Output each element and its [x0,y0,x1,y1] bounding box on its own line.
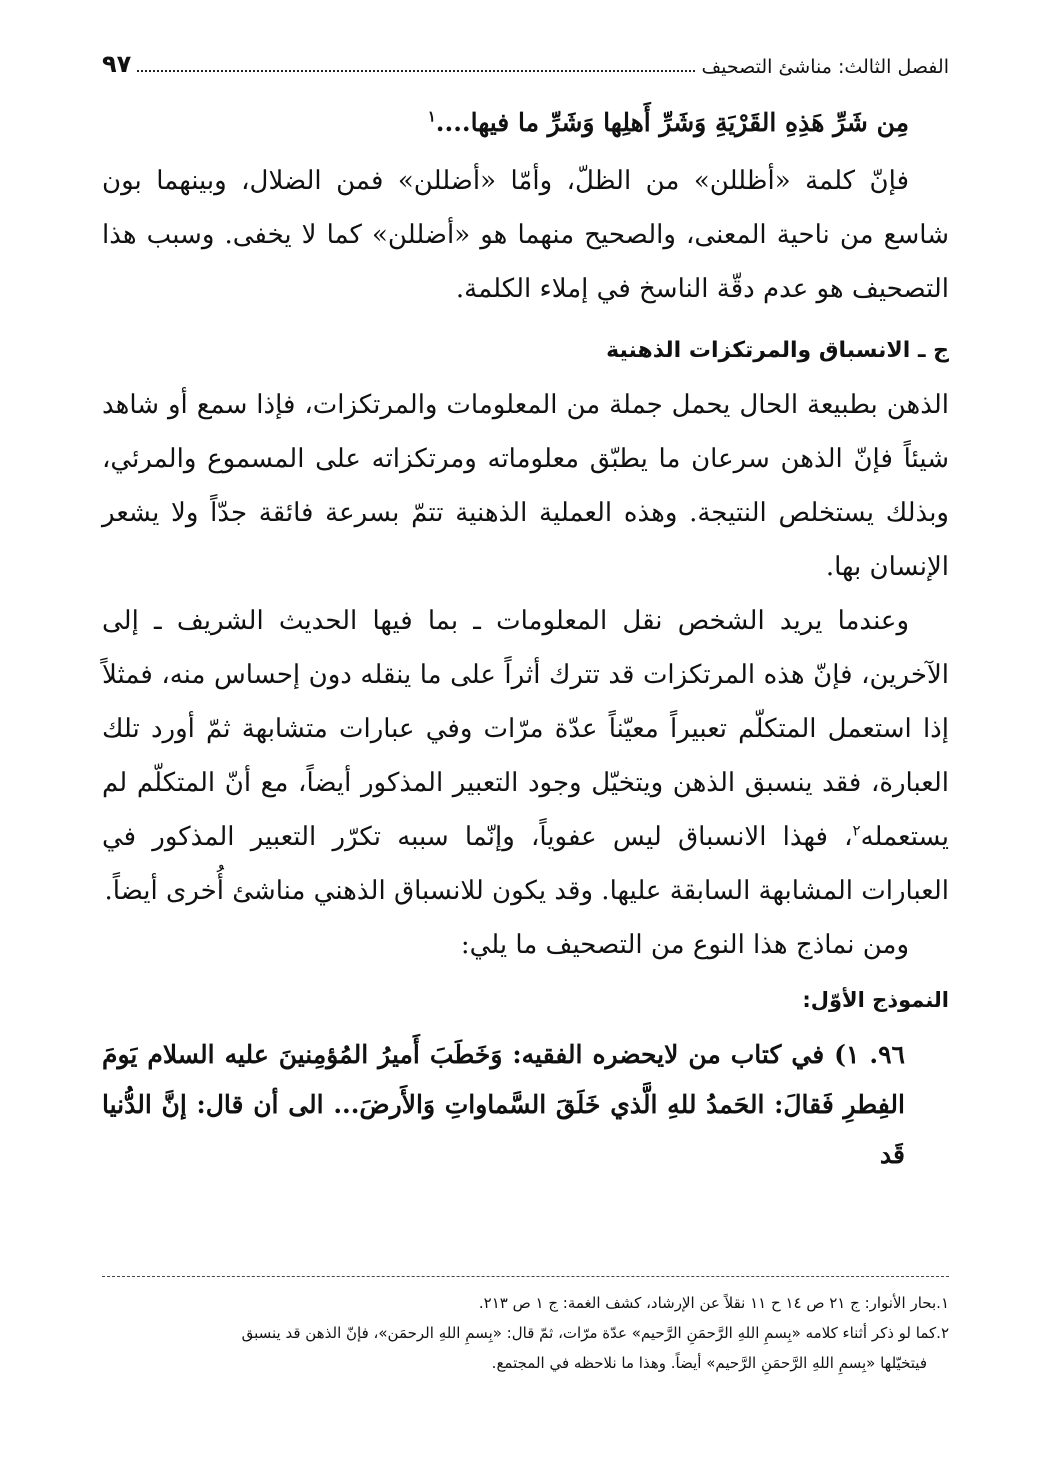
running-header [102,44,949,78]
footnote-ref-2: ٢ [852,821,861,840]
paragraph-1: فإنّ كلمة «أظللن» من الظلّ، وأمّا «أضللن» فمن الضلال، وبينهما بون شاسع من ناحية المعنى، والصحيح منهما هو «أضللن» كما لا يخفى. وسبب هذا التصحيف هو عدم دقّة الناسخ في إملاء الكلمة. [102,166,949,304]
example-heading: النموذج الأوّل: [802,988,949,1012]
footnote-1-marker: ١. [936,1294,949,1312]
chapter-title: الفصل الثالث: مناشئ التصحيف [701,56,949,78]
footnote-separator [102,1276,949,1277]
footnote-2-marker: ٢. [936,1324,949,1342]
page-number: ٩٧ [102,50,132,78]
section-heading: ج ـ الانسباق والمرتكزات الذهنية [606,338,949,363]
quote-line [102,92,949,154]
paragraph-3 [102,594,949,918]
footnote-2-continuation: فيتخيّلها «بِسمِ اللهِ الرَّحمَنِ الرَّحيم» أيضاً. وهذا ما نلاحظه في المجتمع. [491,1354,927,1372]
main-text [102,92,949,1180]
paragraph-4: ومن نماذج هذا النوع من التصحيف ما يلي: [460,930,909,960]
hadith-text: ٩٦. ١) في كتاب من لايحضره الفقيه: وَخَطَبَ أَميرُ المُؤمِنينَ عليه السلام يَومَ الفِطرِ فَقالَ: الحَمدُ للهِ الَّذي خَلَقَ السَّماواتِ وَالأَرضَ... الى أن قال: إنَّ الدُّنيا قَد [102,1040,905,1169]
paragraph-3-part-2: ، فهذا الانسباق ليس عفوياً، وإنّما سببه تكرّر التعبير المذكور في العبارات المشابهة السابقة عليها. وقد يكون للانسباق الذهني مناشئ أُخرى أيضاً. [102,822,949,906]
paragraph-2: الذهن بطبيعة الحال يحمل جملة من المعلومات والمرتكزات، فإذا سمع أو شاهد شيئاً فإنّ الذهن سرعان ما يطبّق معلوماته ومرتكزاته على المسموع والمرئي، وبذلك يستخلص النتيجة. وهذه العملية الذهنية تتمّ بسرعة فائقة جدّاً ولا يشعر الإنسان بها. [102,390,949,582]
header-dot-leader [137,69,695,72]
footnote-2-text: كما لو ذكر أثناء كلامه «بِسمِ اللهِ الرَّحمَنِ الرَّحيم» عدّة مرّات، ثمّ قال: «بِسمِ اللهِ الرحمَن»، فإنّ الذهن قد ينسبق [241,1324,937,1342]
footnote-2 [102,1318,949,1348]
footnote-1-text: بحار الأنوار: ج ٢١ ص ١٤ ح ١١ نقلاً عن الإرشاد، كشف الغمة: ج ١ ص ٢١٣. [478,1294,937,1312]
footnote-1 [102,1288,949,1318]
quote-text: مِن شَرِّ هَذِهِ القَرْيَةِ وَشَرِّ أَهلِها وَشَرِّ ما فيها.... [435,108,909,137]
paragraph-3-part-1: وعندما يريد الشخص نقل المعلومات ـ بما فيها الحديث الشريف ـ إلى الآخرين، فإنّ هذه المرتكزات قد تترك أثراً على ما ينقله دون إحساس منه، فمثلاً إذا استعمل المتكلّم تعبيراً معيّناً عدّة مرّات وفي عبارات متشابهة ثمّ أورد تلك العبارة، فقد ينسبق الذهن ويتخيّل وجود التعبير المذكور أيضاً، مع أنّ المتكلّم لم يستعمله [102,606,949,852]
footnote-ref-1: ١ [427,107,436,126]
footnotes [102,1288,949,1378]
